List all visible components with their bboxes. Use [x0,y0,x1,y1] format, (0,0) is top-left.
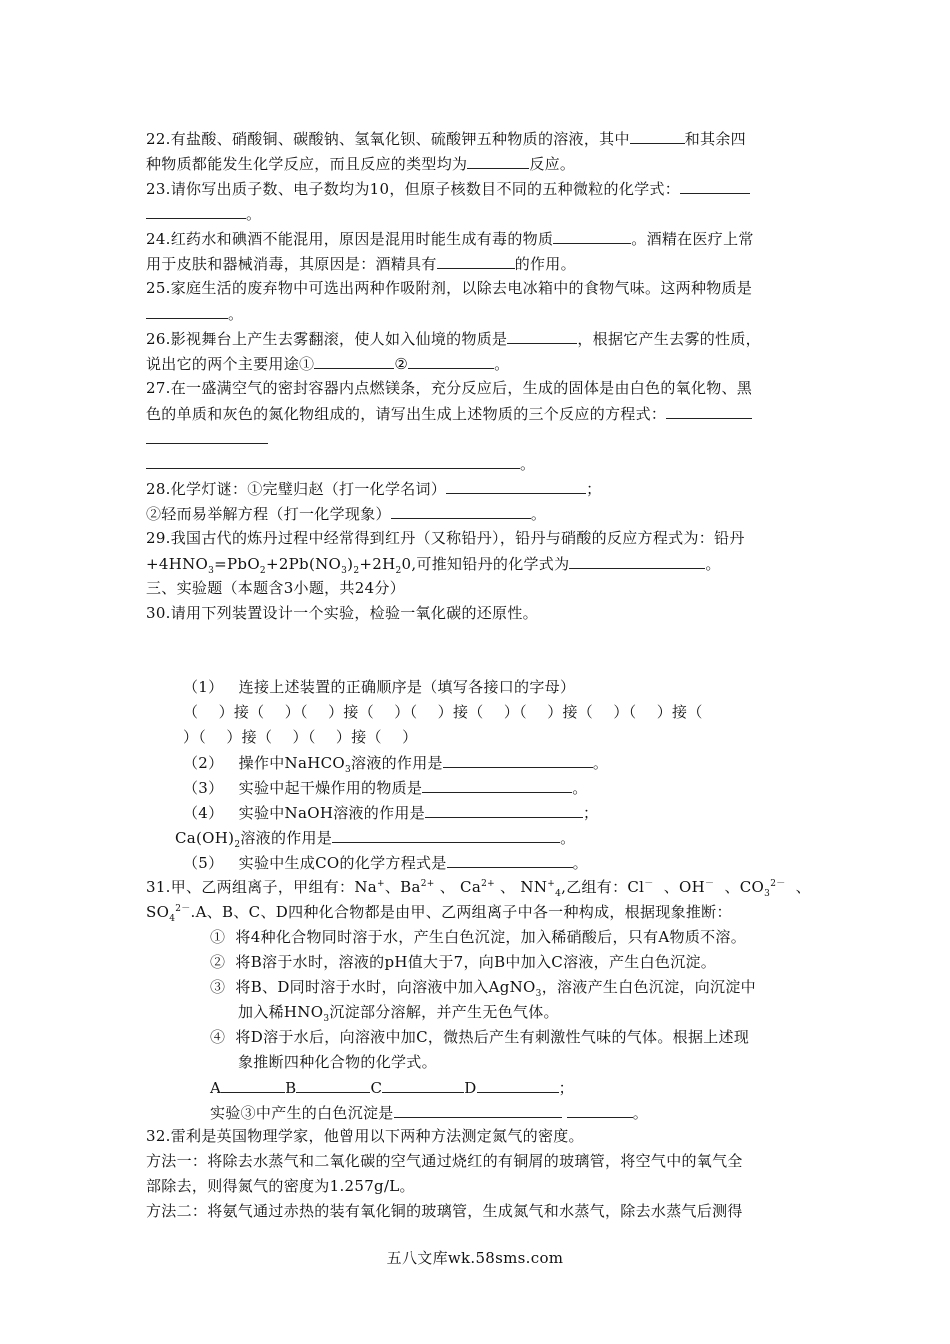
q22-blank2[interactable] [467,153,529,169]
q30-part5: （5） 实验中生成CO的化学方程式是 。 [183,854,588,872]
q30-blank4[interactable] [425,802,583,818]
q29-blank[interactable] [569,553,705,569]
q23-line1: 23.请你写出质子数、电子数均为10，但原子核数目不同的五种微粒的化学式： [146,178,750,199]
q32-method1-line1: 方法一：将除去水蒸气和二氧化碳的空气通过烧红的有铜屑的玻璃管，将空气中的氧气全 [146,1152,743,1170]
q30-part3: （3） 实验中起干燥作用的物质是 。 [183,779,588,797]
q30-blank5[interactable] [447,852,573,868]
footer-watermark: 五八文库wk.58sms.com [386,1249,564,1267]
q28-blank1[interactable] [446,478,586,494]
q30-part2: （2） 操作中NaHCO$_3$溶液的作用是 。 [183,754,609,775]
q22-line2: 种物质都能发生化学反应，而且反应的类型均为 反应。 [146,155,576,173]
q32-method1-line2: 部除去，则得氮气的密度为1.257g/L。 [146,1177,415,1195]
q30-blank4b[interactable] [332,827,560,843]
q25-line2: 。 [146,303,243,324]
q27-line1: 27.在一盛满空气的密封容器内点燃镁条，充分反应后，生成的固体是由白色的氧化物、黑 [146,379,753,397]
q23-blank1[interactable] [680,178,750,194]
q30-part1: （1） 连接上述装置的正确顺序是（填写各接口的字母） [183,678,576,696]
q31-item4: ④ 将D溶于水后，向溶液中加C，微热后产生有刺激性气味的气体。根据上述现 [210,1028,750,1046]
q31-blank-b[interactable] [296,1077,370,1093]
q22-line1: 22.有盐酸、硝酸铜、碳酸钠、氢氧化钡、硫酸钾五种物质的溶液，其中 和其余四 [146,130,746,148]
q30-intro: 30.请用下列装置设计一个实验，检验一氧化碳的还原性。 [146,604,538,622]
q32-intro: 32.雷利是英国物理学家，他曾用以下两种方法测定氮气的密度。 [146,1127,584,1145]
q22-blank1[interactable] [630,128,685,144]
section-heading: 三、实验题（本题含3小题，共24分） [146,579,406,597]
q28-blank2[interactable] [391,503,531,519]
q30-part4: （4） 实验中NaOH溶液的作用是 ； [183,804,599,822]
q26-blank3[interactable] [408,353,494,369]
q27-line3 [146,428,268,449]
q29-equation: $+4HNO_3=PbO_2+2Pb(NO_3)_2+2H_20$,可推知铅丹的化学式为 。 [146,555,721,576]
q24-blank1[interactable] [553,228,631,244]
q31-line1: 31.甲、乙两组离子，甲组有：Na+、$Ba^{2+}$ 、 $Ca^{2+}$ 、 $NN^+_4$,乙组有：Cl－ 、OH－ 、$CO_3^{2-}$ 、 [146,878,811,899]
q27-line2: 色的单质和灰色的氮化物组成的，请写出生成上述物质的三个反应的方程式： [146,403,752,424]
q27-line4: 。 [146,453,535,474]
q25-blank[interactable] [146,303,228,319]
q24-line1: 24.红药水和碘酒不能混用，原因是混用时能生成有毒的物质 。酒精在医疗上常 [146,230,754,248]
q28-line1: 28.化学灯谜：①完璧归赵（打一化学名词） ； [146,480,602,498]
q23-blank2[interactable] [146,203,246,219]
q27-blank2[interactable] [146,428,268,444]
q31-item3-cont: 加入稀$HNO_3$沉淀部分溶解，并产生无色气体。 [238,1003,559,1024]
q31-blank-c[interactable] [382,1077,464,1093]
q31-item2: ② 将B溶于水时，溶液的pH值大于7，向B中加入C溶液，产生白色沉淀。 [210,953,717,971]
q31-item3: ③ 将B、D同时溶于水时，向溶液中加入AgNO$_3$，溶液产生白色沉淀，向沉淀中 [210,978,756,999]
q31-answer-line: A B C D ； [210,1079,574,1097]
q28-line2: ②轻而易举解方程（打一化学现象） 。 [146,505,547,523]
q23-line2: 。 [146,203,261,224]
q31-answer-precipitate: 实验③中产生的白色沉淀是 。 [210,1104,648,1122]
q32-method2-line1: 方法二：将氨气通过赤热的装有氧化铜的玻璃管，生成氮气和水蒸气，除去水蒸气后测得 [146,1202,743,1220]
q26-line1: 26.影视舞台上产生去雾翻滚，使人如入仙境的物质是 ，根据它产生去雾的性质， [146,330,761,348]
q29-line1: 29.我国古代的炼丹过程中经常得到红丹（又称铅丹），铅丹与硝酸的反应方程式为：铅丹 [146,529,745,547]
q31-item1: ① 将4种化合物同时溶于水，产生白色沉淀，加入稀硝酸后，只有A物质不溶。 [210,928,747,946]
q26-blank1[interactable] [507,328,577,344]
q25-line1: 25.家庭生活的废弃物中可选出两种作吸附剂，以除去电冰箱中的食物气味。这两种物质是 [146,279,753,297]
q31-blank-f[interactable] [567,1102,633,1118]
q31-blank-e[interactable] [394,1102,562,1118]
q26-blank2[interactable] [314,353,394,369]
q24-line2: 用于皮肤和器械消毒，其原因是：酒精具有 的作用。 [146,255,576,273]
q31-blank-d[interactable] [477,1077,559,1093]
q27-blank3[interactable] [146,453,520,469]
q30-part1-connections: （ ）接（ ）（ ）接（ ）（ ）接（ ）（ ）接（ ）（ ）接（ [183,703,703,721]
q26-line2: 说出它的两个主要用途① ② 。 [146,355,510,373]
q27-blank1[interactable] [666,403,752,419]
q31-line2: $SO_4^{2-}.A$、B、C、D四种化合物都是由甲、乙两组离子中各一种构成，根据现象推断： [146,903,732,924]
q30-part1-connections-cont: ）（ ）接（ ）（ ）接（ ） [183,728,418,746]
q24-blank2[interactable] [437,253,515,269]
q30-blank2[interactable] [443,752,593,768]
q30-part4b: $Ca(OH)_2$溶液的作用是 。 [175,829,576,850]
q31-blank-a[interactable] [221,1077,285,1093]
q31-item4-cont: 象推断四种化合物的化学式。 [238,1053,437,1071]
q30-blank3[interactable] [422,777,572,793]
